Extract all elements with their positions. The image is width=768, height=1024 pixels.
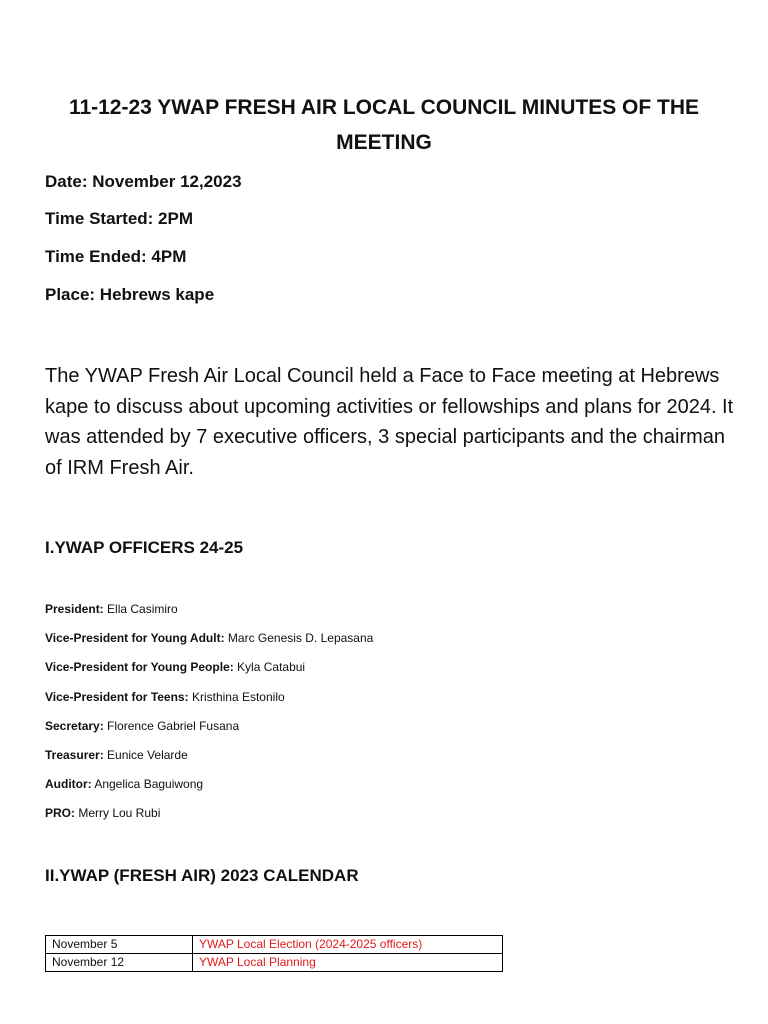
officer-name: Marc Genesis D. Lepasana bbox=[224, 631, 374, 646]
officer-name: Ella Casimiro bbox=[103, 602, 178, 616]
officer-name: Eunice Velarde bbox=[103, 747, 188, 762]
officer-role: Treasurer: bbox=[45, 747, 104, 762]
meeting-place: Place: Hebrews kape bbox=[45, 285, 215, 304]
officer-name: Florence Gabriel Fusana bbox=[103, 718, 240, 733]
officer-item bbox=[45, 716, 373, 745]
document-title: 11-12-23 YWAP FRESH AIR LOCAL COUNCIL MINUTES OF THE MEETING bbox=[68, 96, 700, 154]
calendar-event-cell: YWAP Local Planning bbox=[193, 954, 503, 972]
officer-role: Vice-President for Young People: bbox=[45, 660, 234, 675]
calendar-date-cell: November 12 bbox=[46, 954, 193, 972]
officer-role: PRO: bbox=[45, 806, 75, 821]
officer-item bbox=[45, 745, 373, 774]
officer-role: Vice-President for Young Adult: bbox=[45, 631, 225, 646]
officer-item bbox=[45, 628, 373, 657]
officer-item bbox=[45, 599, 373, 628]
calendar-heading: II.YWAP (FRESH AIR) 2023 CALENDAR bbox=[45, 866, 359, 885]
officer-item bbox=[45, 657, 373, 686]
calendar-event-cell: YWAP Local Election (2024-2025 officers) bbox=[193, 936, 503, 954]
officer-item bbox=[45, 803, 373, 832]
officers-heading: I.YWAP OFFICERS 24-25 bbox=[45, 538, 244, 557]
meeting-time-ended: Time Ended: 4PM bbox=[45, 247, 187, 266]
officer-name: Kyla Catabui bbox=[233, 660, 306, 675]
meeting-date: Date: November 12,2023 bbox=[45, 172, 242, 191]
calendar-date-cell: November 5 bbox=[46, 936, 193, 954]
intro-paragraph: The YWAP Fresh Air Local Council held a Face to Face meeting at Hebrews kape to discuss about upcoming activities or fellowships and plans for 2024. It was attended by 7 executive officers, 3 special participants and the chairman of IRM Fresh Air. bbox=[45, 365, 734, 479]
officer-role: Vice-President for Teens: bbox=[45, 689, 189, 704]
officer-role: Secretary: bbox=[45, 718, 104, 733]
officer-name: Angelica Baguiwong bbox=[91, 777, 204, 792]
officer-role: Auditor: bbox=[45, 777, 92, 792]
officer-name: Kristhina Estonilo bbox=[188, 689, 285, 704]
officers-list bbox=[45, 599, 373, 833]
officer-name: Merry Lou Rubi bbox=[75, 806, 161, 821]
table-row bbox=[46, 954, 503, 972]
calendar-table bbox=[45, 935, 503, 972]
table-row bbox=[46, 936, 503, 954]
officer-item bbox=[45, 774, 373, 803]
officer-role: President: bbox=[45, 602, 104, 616]
officer-item bbox=[45, 687, 373, 716]
meeting-time-started: Time Started: 2PM bbox=[45, 209, 194, 228]
